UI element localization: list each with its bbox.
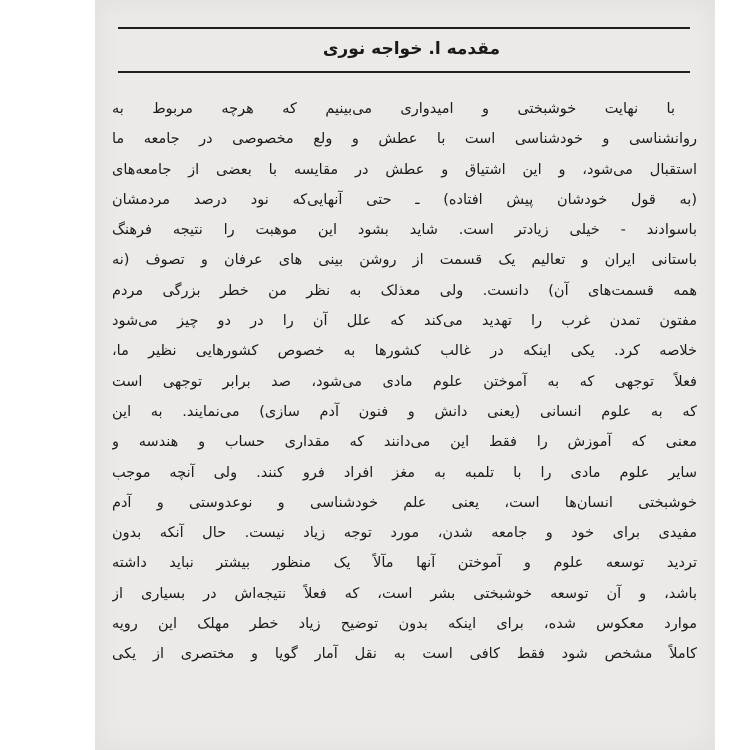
text-line: تردید توسعه علوم و آموختن آنها مآلاً یک منظور بیشتر نباید داشته: [112, 555, 697, 572]
text-line: کاملاً مشخص شود فقط کافی است به نقل آمار گویا و مختصری از یکی: [112, 646, 697, 663]
text-line: خلاصه کرد. یکی اینکه در غالب کشورها به خصوص کشورهایی نظیر ما،: [112, 343, 697, 360]
text-line: با نهایت خوشبختی و امیدواری می‌بینیم که هرچه مربوط به: [112, 101, 675, 117]
text-line: روانشناسی و خودشناسی است با عطش و ولع مخصوصی در جامعه ما: [112, 131, 697, 148]
text-line: (به قول خودشان پیش افتاده) ـ حتی آنهایی‌که نود درصد مردمشان: [112, 191, 697, 208]
text-line: سایر علوم مادی را با تلمبه به مغز افراد فرو کنند. ولی آنچه موجب: [112, 464, 697, 481]
chapter-title: مقدمه ا. خواجه نوری: [322, 39, 500, 59]
text-line: مفیدی برای خود و جامعه شدن، مورد توجه زیاد نیست. حال آنکه بدون: [112, 525, 697, 542]
text-line: که به علوم انسانی (یعنی دانش و فنون آدم سازی) می‌نمایند. به این: [112, 403, 697, 420]
header-bottom-rule: [118, 71, 690, 73]
text-line: معنی که آموزش را فقط این می‌دانند که مقداری حساب و هندسه و: [112, 434, 697, 451]
text-line: باستانی ایران و تعالیم یک قسمت از روشن بینی های عرفان و تصوف (نه: [112, 252, 697, 269]
text-line: مفتون تمدن غرب را تهدید می‌کند که علل آن را در دو چیز می‌شود: [112, 313, 697, 330]
header-top-rule: [118, 27, 690, 29]
body-paragraph: [112, 94, 697, 670]
text-line: فعلاً توجهی که به آموختن علوم مادی می‌شود، صد برابر توجهی است: [112, 373, 697, 390]
text-line: باسوادند - خیلی زیادتر است. شاید بشود این موهبت را نتیجه فرهنگ: [112, 222, 697, 239]
text-line: موارد معکوس شده، برای اینکه بدون توضیح زیاد خطر مهلک این رویه: [112, 616, 697, 633]
text-line: خوشبختی انسان‌ها است، یعنی علم خودشناسی و نوعدوستی و آدم: [112, 494, 697, 511]
text-line: همه قسمت‌های آن) دانست. ولی معذلک به نظر من خطر بزرگی مردم: [112, 282, 697, 299]
text-line: باشد، و آن توسعه خوشبختی بشر است، که فعلاً نتیجه‌اش در بسیاری از: [112, 585, 697, 602]
text-line: استقبال می‌شود، و این اشتیاق و عطش در مقایسه با بعضی از جامعه‌های: [112, 161, 697, 178]
